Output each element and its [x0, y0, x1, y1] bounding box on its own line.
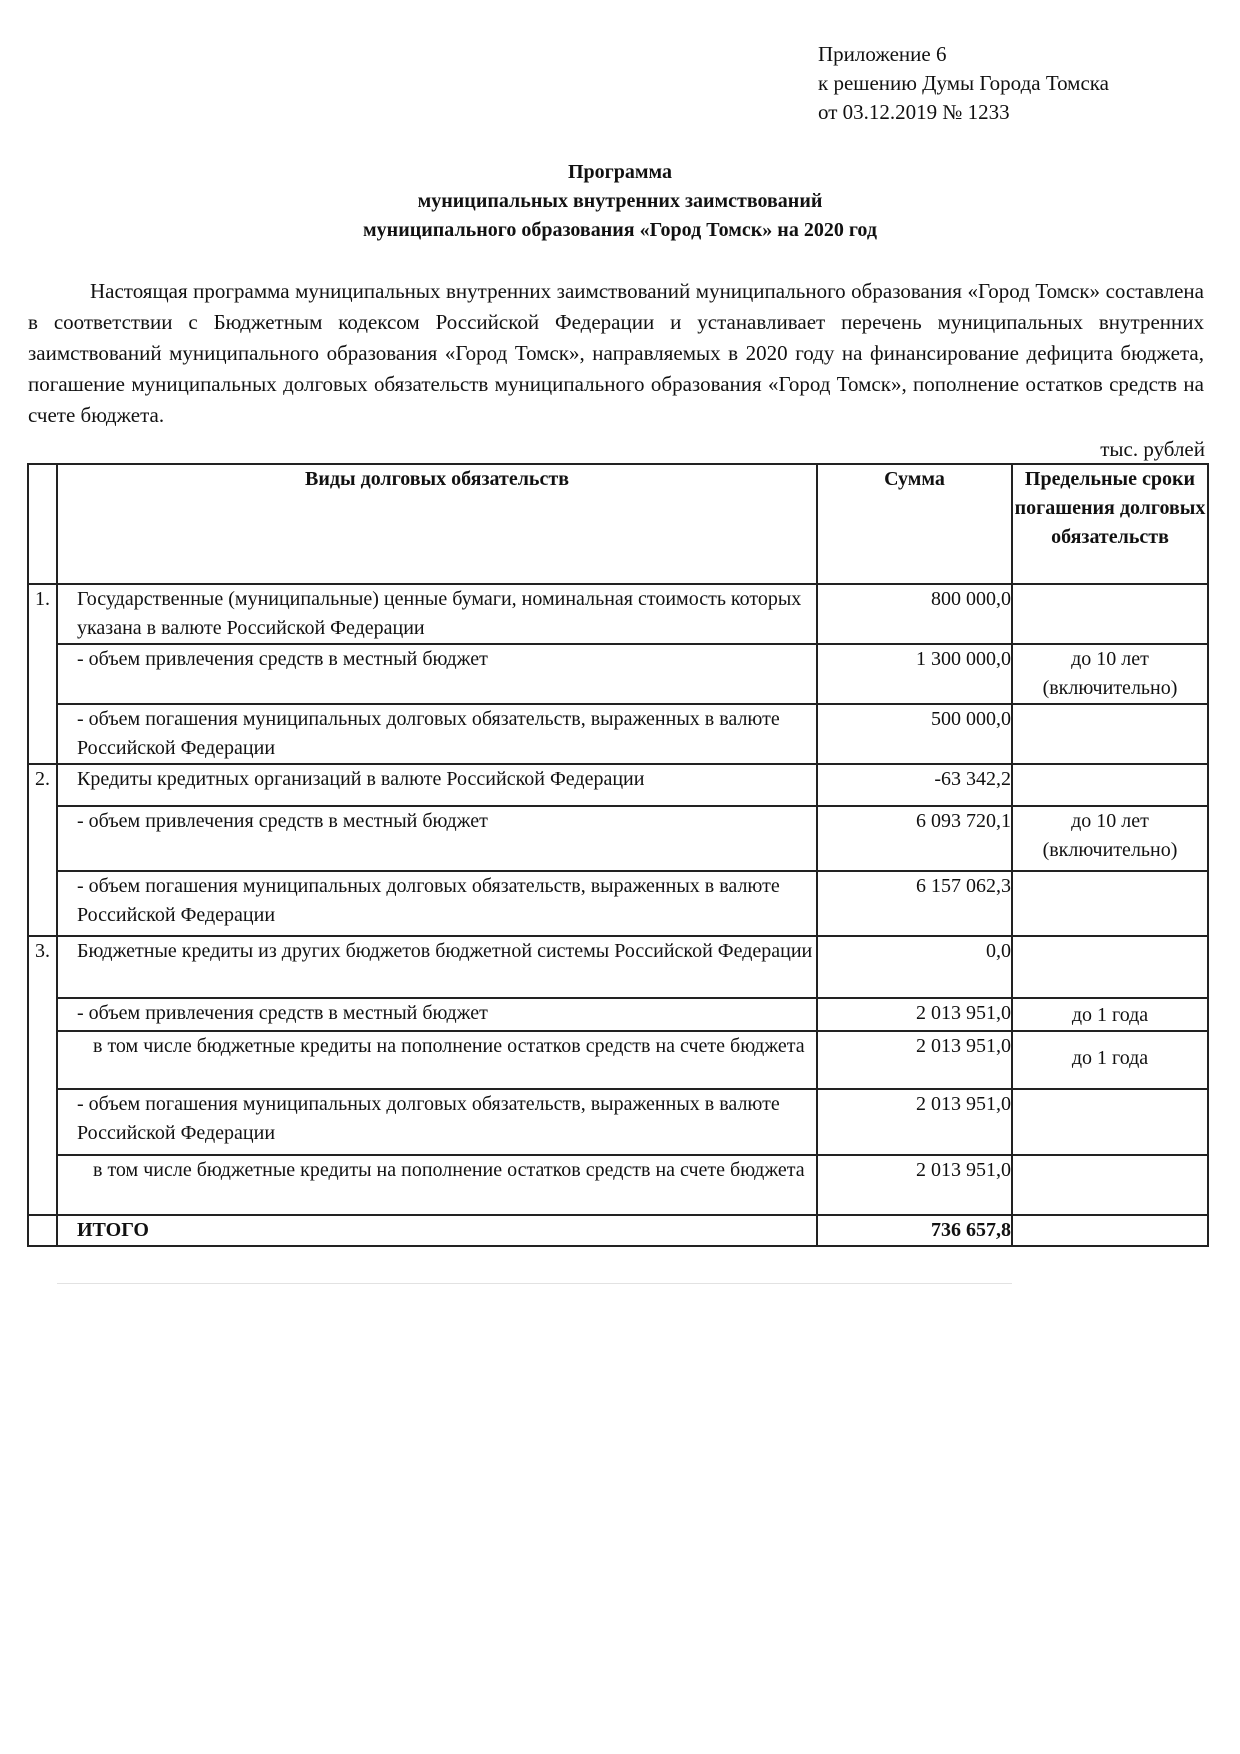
row-amount: 500 000,0 [817, 704, 1012, 764]
row-term: до 1 года [1012, 1031, 1208, 1089]
section-amount: 800 000,0 [817, 584, 1012, 644]
row-amount: 6 157 062,3 [817, 871, 1012, 936]
borrowing-table [27, 463, 1209, 1247]
row-label: в том числе бюджетные кредиты на пополнение остатков средств на счете бюджета [57, 1031, 817, 1089]
section-row [28, 764, 1208, 806]
header-type: Виды долговых обязательств [57, 464, 817, 584]
intro-paragraph: Настоящая программа муниципальных внутренних заимствований муниципального образования «Город Томск» составлена в соответствии с Бюджетным кодексом Российской Федерации и устанавливает перечень муниципальных внутренних заимствований муниципального образования «Город Томск», направляемых в 2020 году на финансирование дефицита бюджета, погашение муниципальных долговых обязательств муниципального образования «Город Томск», пополнение остатков средств на счете бюджета. [28, 279, 1204, 427]
section-number: 3. [28, 936, 57, 1215]
total-label: ИТОГО [57, 1215, 817, 1246]
row-label: - объем привлечения средств в местный бюджет [57, 644, 817, 704]
row-amount: 2 013 951,0 [817, 1155, 1012, 1215]
section-amount: -63 342,2 [817, 764, 1012, 806]
total-row [28, 1215, 1208, 1246]
section-term [1012, 584, 1208, 644]
row-amount: 2 013 951,0 [817, 998, 1012, 1031]
total-term [1012, 1215, 1208, 1246]
row-term [1012, 1155, 1208, 1215]
row-label: в том числе бюджетные кредиты на пополнение остатков средств на счете бюджета [57, 1155, 817, 1215]
appendix-decision: к решению Думы Города Томска [818, 71, 1109, 95]
row-term [1012, 704, 1208, 764]
total-amount: 736 657,8 [817, 1215, 1012, 1246]
section-label: Государственные (муниципальные) ценные бумаги, номинальная стоимость которых указана в валюте Российской Федерации [57, 584, 817, 644]
section-number: 2. [28, 764, 57, 936]
section-label: Кредиты кредитных организаций в валюте Российской Федерации [57, 764, 817, 806]
table-row [28, 1089, 1208, 1155]
table-row [28, 998, 1208, 1031]
table-row [28, 704, 1208, 764]
row-term: до 1 года [1012, 998, 1208, 1031]
total-number [28, 1215, 57, 1246]
row-label: - объем погашения муниципальных долговых обязательств, выраженных в валюте Российской Федерации [57, 1089, 817, 1155]
row-label: - объем погашения муниципальных долговых обязательств, выраженных в валюте Российской Федерации [57, 704, 817, 764]
appendix-date: от 03.12.2019 № 1233 [818, 100, 1010, 124]
table-row [28, 644, 1208, 704]
table-row [28, 871, 1208, 936]
table-row [28, 806, 1208, 871]
header-sum: Сумма [817, 464, 1012, 584]
divider [57, 1283, 1012, 1284]
section-amount: 0,0 [817, 936, 1012, 998]
row-amount: 6 093 720,1 [817, 806, 1012, 871]
document-title [0, 158, 1240, 245]
appendix-reference [818, 40, 1109, 127]
table-header-row [28, 464, 1208, 584]
title-line-1: Программа [568, 161, 672, 183]
section-term [1012, 764, 1208, 806]
row-term: до 10 лет (включительно) [1012, 806, 1208, 871]
section-label: Бюджетные кредиты из других бюджетов бюджетной системы Российской Федерации [57, 936, 817, 998]
row-amount: 1 300 000,0 [817, 644, 1012, 704]
row-amount: 2 013 951,0 [817, 1089, 1012, 1155]
title-line-3: муниципального образования «Город Томск» на 2020 год [363, 219, 877, 241]
section-row [28, 936, 1208, 998]
row-term [1012, 1089, 1208, 1155]
section-term [1012, 936, 1208, 998]
section-row [28, 584, 1208, 644]
row-label: - объем погашения муниципальных долговых обязательств, выраженных в валюте Российской Федерации [57, 871, 817, 936]
table-row [28, 1155, 1208, 1215]
appendix-number: Приложение 6 [818, 42, 947, 66]
row-amount: 2 013 951,0 [817, 1031, 1012, 1089]
row-label: - объем привлечения средств в местный бюджет [57, 998, 817, 1031]
header-number [28, 464, 57, 584]
units-label: тыс. рублей [1100, 437, 1205, 461]
header-term: Предельные сроки погашения долговых обязательств [1012, 464, 1208, 584]
table-row [28, 1031, 1208, 1089]
row-term [1012, 871, 1208, 936]
row-label: - объем привлечения средств в местный бюджет [57, 806, 817, 871]
title-line-2: муниципальных внутренних заимствований [417, 190, 823, 212]
section-number: 1. [28, 584, 57, 764]
row-term: до 10 лет (включительно) [1012, 644, 1208, 704]
